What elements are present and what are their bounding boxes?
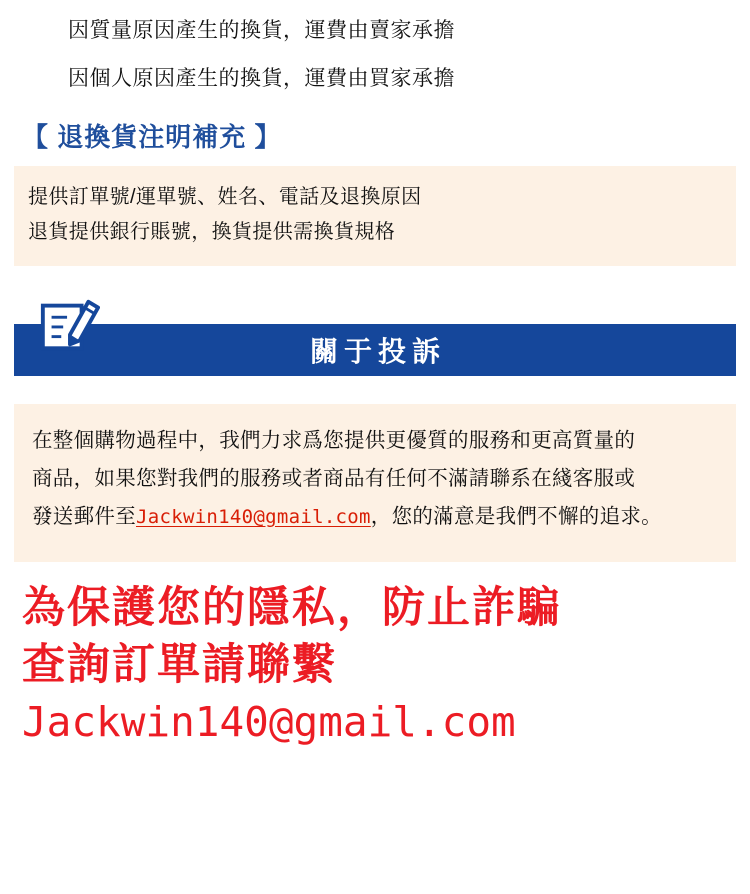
privacy-warning-line-1: 為保護您的隱私，防止詐騙 <box>22 583 562 632</box>
complaint-email-suffix: ，您的滿意是我們不懈的追求。 <box>370 504 662 528</box>
privacy-warning-email[interactable]: Jackwin140@gmail.com <box>22 698 516 747</box>
complaint-banner <box>14 324 736 376</box>
support-email-link[interactable]: Jackwin140@gmail.com <box>136 505 371 528</box>
complaint-banner-wrap <box>0 324 750 382</box>
return-note-heading: 【 退換貨注明補充 】 <box>22 121 282 152</box>
privacy-warning-section <box>0 562 750 750</box>
complaint-banner-title: 關于投訴 <box>309 335 446 367</box>
return-note-line: 退貨提供銀行賬號，換貨提供需換貨規格 <box>28 220 396 243</box>
return-note-box <box>14 166 736 266</box>
privacy-warning-line-2: 查詢訂單請聯繫 <box>22 640 337 689</box>
policy-line: 因個人原因產生的換貨，運費由買家承擔 <box>68 67 455 91</box>
complaint-box <box>14 404 736 562</box>
policy-line: 因質量原因產生的換貨，運費由賣家承擔 <box>68 19 455 42</box>
complaint-paragraph-line-with-email <box>32 498 718 536</box>
return-note-line: 提供訂單號/運單號、姓名、電話及退換原因 <box>28 185 422 208</box>
return-policy-section <box>0 0 750 95</box>
complaint-paragraph-line: 在整個購物過程中，我們力求爲您提供更優質的服務和更高質量的 <box>32 428 636 452</box>
pencil-note-icon <box>38 294 100 356</box>
complaint-email-prefix: 發送郵件至 <box>32 504 136 528</box>
complaint-paragraph-line: 商品，如果您對我們的服務或者商品有任何不滿請聯系在綫客服或 <box>32 466 636 490</box>
